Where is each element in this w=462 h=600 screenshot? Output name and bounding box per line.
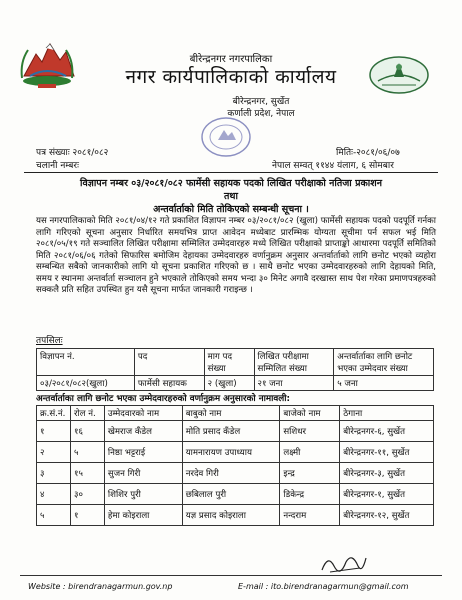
table-cell: ४ — [37, 484, 71, 505]
table-cell: शिशिर पुरी — [104, 484, 182, 505]
table-cell: २१ जना — [254, 376, 334, 391]
footer-email: E-mail : ito.birendranagarmun@gmail.com — [238, 582, 409, 591]
table-cell: ३ — [37, 463, 71, 484]
table-header-cell: माग पद संख्या — [204, 349, 254, 376]
footer-divider — [20, 575, 442, 576]
table-cell: निष्ठा भट्टराई — [104, 442, 182, 463]
candidate-list-caption: अन्तर्वार्ताका लागि छनोट भएका उम्मेदवारहरुको वर्णानुक्रम अनुसारको नामावली: — [36, 394, 291, 404]
notice-title-line-1: विज्ञापन नम्बर ०३/२०८१/०८२ फार्मेसी सहायक पदको लिखित परीक्षाको नतिजा प्रकाशन — [80, 178, 382, 189]
table-header-cell: ठेगाना — [340, 406, 434, 421]
table-cell: बीरेन्द्रनगर-३, सुर्खेत — [340, 463, 434, 484]
table-row — [37, 505, 434, 526]
address-line-2: कर्णाली प्रदेश, नेपाल — [227, 109, 295, 119]
footer-website: Website : birendranagarmun.gov.np — [28, 582, 173, 591]
table-cell: २ — [37, 442, 71, 463]
table-header-cell: उम्मेदवारको नाम — [104, 406, 182, 421]
signature-mark — [318, 548, 370, 578]
municipality-name: बीरेन्द्रनगर नगरपालिका — [189, 54, 273, 65]
table-cell: खेमराज कँडेल — [104, 421, 182, 442]
table-cell: यामनारायण उपाध्याय — [182, 442, 280, 463]
table-cell: ५ जना — [334, 376, 434, 391]
office-seal-stamp — [200, 116, 252, 158]
notice-title-line-2: तथा — [224, 191, 238, 202]
notice-body: यस नगरपालिकाको मिति २०८१/०४/१२ गते प्रकाशित विज्ञापन नम्बर ०३/२०८१/०८२ (खुला) फार्मेसी सहायक पदको पदपूर्ति गर्नका लागि गरिएको सूचना अनुसार निर्धारित समयभित्र प्राप्त आवेदन मध्येबाट प्रारम्भिक योग्यता सूचीमा पर्न सफल भई मिति २०८१/०५/१९ गते सञ्चालित लिखित परीक्षामा सम्मिलित उम्मेदवारहरु मध्ये लिखित परीक्षाको प्राप्ताङ्को आधारमा पदपूर्ति समितिको मिति २०८१/०६/०६ गतेको सिफारिस बमोजिम देहायका उम्मेदवारहरु वर्णानुक्रम अनुसार अन्तर्वार्ताको लागि छनोट भएको व्यहोरा सम्बन्धित सबैको जानकारीको लागि यो सूचना प्रकाशित गरिएको छ । साथै छनोट भएका उम्मेदवारहरुको लागि देहायको मिति, समय र स्थानमा अन्तर्वार्ता सञ्चालन हुने भएकाले तोकिएको समय भन्दा ३० मिनेट अगावै दरखास्त साथ पेश गरेका प्रमाणपत्रहरुको सक्कलै प्रति सहित उपस्थित हुन यसै सूचना मार्फत जानकारी गराइन्छ । — [36, 216, 436, 295]
candidate-list-table — [36, 405, 434, 526]
office-title: नगर कार्यपालिकाको कार्यालय — [125, 66, 337, 88]
table-cell: ५ — [37, 505, 71, 526]
table-cell: बीरेन्द्रनगर-११, सुर्खेत — [340, 442, 434, 463]
table-cell: बीरेन्द्रनगर-६, सुर्खेत — [340, 421, 434, 442]
table-cell: ५ — [70, 442, 104, 463]
header-divider — [24, 172, 438, 173]
table-cell: फार्मेसी सहायक — [134, 376, 204, 391]
table-cell: सुजन गिरी — [104, 463, 182, 484]
table-row — [37, 442, 434, 463]
table-cell: २ (खुला) — [204, 376, 254, 391]
table-cell: छबिलाल पुरी — [182, 484, 280, 505]
table-row — [37, 463, 434, 484]
table-cell: हेमा कोइराला — [104, 505, 182, 526]
table-cell: १ — [70, 505, 104, 526]
address-line-1: बीरेन्द्रनगर, सुर्खेत — [232, 97, 290, 107]
table-cell: ०३/२०८१/०८२(खुला) — [37, 376, 135, 391]
table-header-row — [37, 406, 434, 421]
notice-title-line-3: अन्तर्वार्ताको मिति तोकिएको सम्बन्धी सूचना । — [153, 204, 309, 215]
table-header-cell: रोल नं. — [70, 406, 104, 421]
table-header-row — [37, 349, 434, 376]
nepal-samvat-date: नेपाल सम्वत् ११४४ यंलाग, ६ सोमबार — [272, 161, 394, 171]
table-cell: नरदेव गिरी — [182, 463, 280, 484]
table-header-cell: बाबुको नाम — [182, 406, 280, 421]
tapasil-label: तपसिलः — [36, 336, 63, 346]
table-header-cell: बाजेको नाम — [280, 406, 340, 421]
table-cell: मोति प्रसाद कँडेल — [182, 421, 280, 442]
dispatch-number-label: चलानी नम्बरः — [36, 161, 79, 171]
table-header-cell: क्र.सं.नं. — [37, 406, 71, 421]
table-cell: लक्ष्मी — [280, 442, 340, 463]
vacancy-summary-table — [36, 348, 434, 391]
letter-number: पत्र संख्याः २०८१/०८२ — [36, 148, 109, 158]
table-cell: बीरेन्द्रनगर-१२, सुर्खेत — [340, 505, 434, 526]
table-cell: सशिधर — [280, 421, 340, 442]
table-cell: १६ — [70, 421, 104, 442]
table-header-cell: विज्ञापन नं. — [37, 349, 135, 376]
table-row — [37, 376, 434, 391]
table-cell: १५ — [70, 463, 104, 484]
table-row — [37, 421, 434, 442]
table-cell: यज्ञ प्रसाद कोइराला — [182, 505, 280, 526]
table-row — [37, 484, 434, 505]
table-cell: नन्दराम — [280, 505, 340, 526]
table-cell: बीरेन्द्रनगर-१, सुर्खेत — [340, 484, 434, 505]
table-cell: ३० — [70, 484, 104, 505]
letter-date: मितिः-२०८१/०६/०७ — [336, 148, 400, 158]
table-header-cell: पद — [134, 349, 204, 376]
table-cell: इन्द्र — [280, 463, 340, 484]
table-header-cell: अन्तर्वार्ताका लागि छनोट भएका उम्मेदवार संख्या — [334, 349, 434, 376]
table-cell: डिकेन्द्र — [280, 484, 340, 505]
table-header-cell: लिखित परीक्षामा सम्मिलित संख्या — [254, 349, 334, 376]
table-cell: १ — [37, 421, 71, 442]
